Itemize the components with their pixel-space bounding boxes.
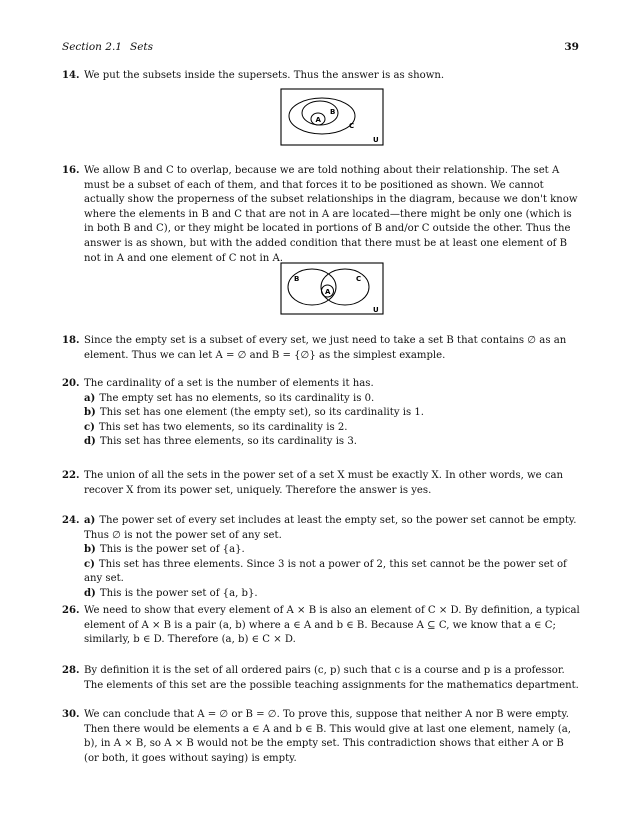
- label-c: C: [349, 122, 355, 130]
- set-c-ellipse: [321, 269, 369, 305]
- problem-14: [62, 69, 580, 84]
- part-label: c): [84, 558, 95, 570]
- part-b: [84, 406, 580, 421]
- section-number: Section 2.1: [62, 41, 122, 53]
- part-label: b): [84, 544, 96, 556]
- part-text: This is the power set of {a, b}.: [99, 587, 258, 599]
- problem-text: Since the empty set is a subset of every set, we just need to take a set B that contains ∅ as an element. Thus we can let A = ∅ and B = {∅} as the simplest example.: [84, 335, 567, 361]
- problem-text: We need to show that every element of A × B is also an element of C × D. By definition, a typical element of A × B is a pair (a, b) where a ∈ A and b ∈ B. Because A ⊆ C, we know that a ∈ C; similarly, b ∈ D. Therefore (a, b) ∈ C × D.: [84, 605, 580, 646]
- section-title: Sets: [130, 41, 154, 53]
- part-label: d): [84, 587, 96, 599]
- problem-text: By definition it is the set of all ordered pairs (c, p) such that c is a course and p is a professor. The elements of this set are the possible teaching assignments for the mathematics department.: [84, 665, 579, 691]
- part-text: The empty set has no elements, so its cardinality is 0.: [99, 392, 375, 404]
- part-text: The power set of every set includes at least the empty set, so the power set cannot be empty. Thus ∅ is not the power set of any set.: [84, 515, 577, 541]
- part-label: a): [84, 515, 96, 526]
- part-c: [84, 421, 580, 436]
- set-c-ellipse: [289, 98, 355, 134]
- part-label: b): [84, 407, 96, 419]
- universal-set-rect: [281, 263, 383, 314]
- universal-set-rect: [281, 89, 383, 145]
- problem-30: [62, 708, 580, 766]
- problem-20: [62, 377, 580, 450]
- part-text: This set has two elements, so its cardinality is 2.: [98, 421, 348, 433]
- part-a: [84, 392, 580, 407]
- problem-number: 22.: [62, 470, 80, 481]
- problem-number: 18.: [62, 335, 80, 346]
- label-b: B: [294, 275, 300, 283]
- label-a: A: [325, 288, 331, 296]
- label-u: U: [373, 136, 379, 144]
- part-label: d): [84, 436, 96, 448]
- problem-number: 26.: [62, 605, 80, 616]
- problem-intro: The cardinality of a set is the number of elements it has.: [84, 378, 374, 389]
- problem-number: 28.: [62, 665, 80, 676]
- part-text: This is the power set of {a}.: [99, 544, 245, 556]
- problem-16: [62, 164, 580, 266]
- part-d: [84, 587, 580, 602]
- problem-text: We allow B and C to overlap, because we are told nothing about their relationship. The set A must be a subset of each of them, and that forces it to be positioned as shown. We cannot actually show the properness of the subset relationships in the diagram, because we don't know where the elements in B and C that are not in A are located—there might be only one (which is in both B and C), or they might be located in portions of B and/or C outside the other. Thus the answer is as shown, but with the added condition that there must be at least one element of B not in A and one element of C not in A.: [84, 165, 578, 264]
- part-text: This set has three elements. Since 3 is not a power of 2, this set cannot be the power set of any set.: [84, 558, 567, 585]
- label-b: B: [330, 108, 336, 116]
- label-a: A: [315, 116, 321, 124]
- part-d: [84, 435, 580, 450]
- part-label: a): [84, 392, 96, 404]
- venn-diagram-overlap: [280, 262, 384, 315]
- problem-24: [62, 514, 580, 602]
- part-c: [84, 558, 580, 587]
- problem-18: [62, 334, 580, 363]
- page-number: 39: [564, 41, 579, 53]
- label-c: C: [356, 275, 362, 283]
- problem-number: 30.: [62, 709, 80, 720]
- label-u: U: [373, 306, 379, 314]
- part-label: c): [84, 421, 95, 433]
- problem-number: 24.: [62, 515, 80, 526]
- part-b: [84, 543, 580, 558]
- part-a: [84, 514, 580, 543]
- problem-28: [62, 664, 580, 693]
- venn-diagram-nested: [280, 88, 384, 146]
- problem-number: 16.: [62, 165, 80, 176]
- problem-text: The union of all the sets in the power set of a set X must be exactly X. In other words, we can recover X from its power set, uniquely. Therefore the answer is yes.: [84, 470, 564, 496]
- part-text: This set has three elements, so its cardinality is 3.: [99, 436, 357, 448]
- problem-26: [62, 604, 580, 648]
- problem-text: We can conclude that A = ∅ or B = ∅. To prove this, suppose that neither A nor B were empty. Then there would be elements a ∈ A and b ∈ B. This would give at last one element, namely (a, b), in A × B, so A × B would not be the empty set. This contradiction shows that either A or B (or both, it goes without saying) is empty.: [84, 709, 571, 764]
- problem-number: 14.: [62, 70, 80, 81]
- problem-22: [62, 469, 580, 498]
- part-text: This set has one element (the empty set), so its cardinality is 1.: [99, 407, 424, 419]
- problem-number: 20.: [62, 378, 80, 389]
- problem-text: We put the subsets inside the supersets. Thus the answer is as shown.: [84, 70, 445, 81]
